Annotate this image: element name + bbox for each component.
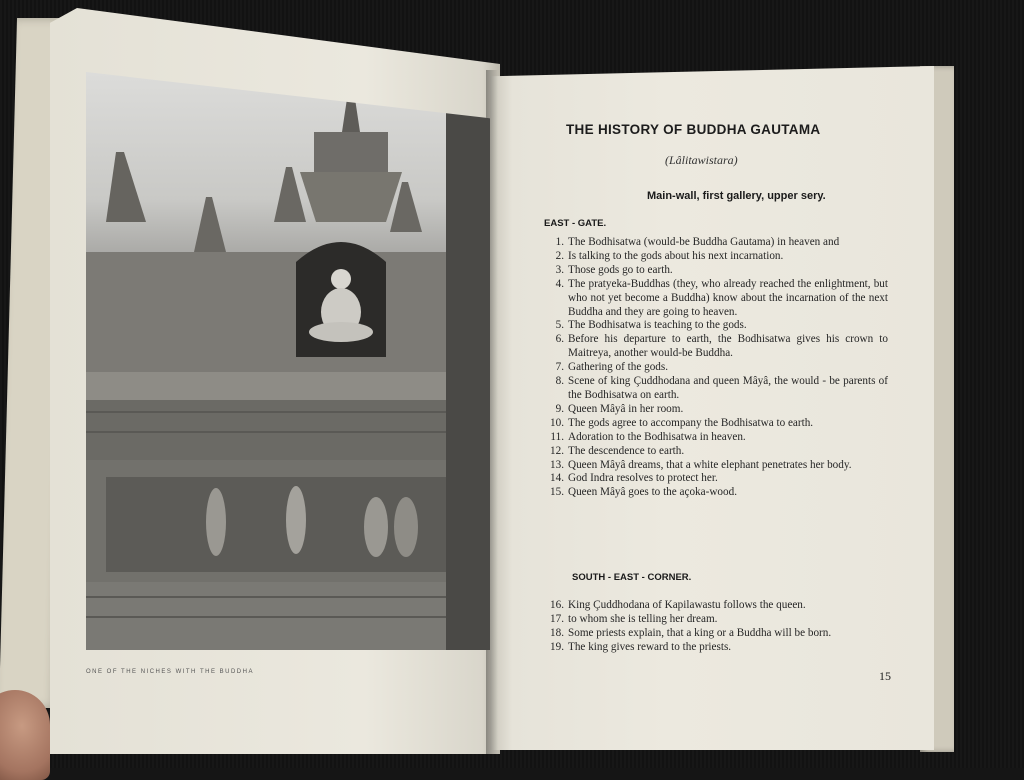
list-item: 4. The pratyeka-Buddhas (they, who already reached the enlightment, but who not yet become a Buddha) know about the incarnation of the next Buddha and they are going to heaven. bbox=[555, 277, 888, 318]
southeast-corner-label: SOUTH - EAST - CORNER. bbox=[572, 572, 692, 583]
page-subtitle: (Lâlitawistara) bbox=[665, 153, 738, 167]
list-item: 15. Queen Mâyâ goes to the açoka-wood. bbox=[550, 486, 737, 499]
southeast-corner-list bbox=[540, 599, 888, 655]
photo-caption: ONE OF THE NICHES WITH THE BUDDHA bbox=[86, 669, 254, 675]
section-heading: Main-wall, first gallery, upper sery. bbox=[647, 190, 826, 202]
list-item: 10. The gods agree to accompany the Bodhisatwa to earth. bbox=[550, 416, 814, 429]
list-item: 12. The descendence to earth. bbox=[550, 444, 685, 457]
thumb bbox=[0, 690, 50, 780]
temple-photograph bbox=[86, 72, 490, 650]
list-item: 18. Some priests explain, that a king or a Buddha will be born. bbox=[550, 626, 832, 639]
list-item: 3. Those gods go to earth. bbox=[555, 263, 673, 276]
temple-niche-illustration bbox=[86, 72, 490, 650]
list-item: 16. King Çuddhodana of Kapilawastu follows the queen. bbox=[550, 599, 806, 611]
page-number: 15 bbox=[879, 669, 891, 683]
page-title: THE HISTORY OF BUDDHA GAUTAMA bbox=[566, 122, 821, 137]
list-item: 13. Queen Mâyâ dreams, that a white elephant penetrates her body. bbox=[550, 458, 852, 471]
list-item: 2. Is talking to the gods about his next incarnation. bbox=[555, 249, 784, 262]
list-item: 9. Queen Mâyâ in her room. bbox=[555, 402, 684, 415]
list-item: 6. Before his departure to earth, the Bodhisatwa gives his crown to Maitreya, another would-be Buddha. bbox=[555, 333, 888, 360]
list-item: 14. God Indra resolves to protect her. bbox=[550, 472, 718, 485]
list-item: 8. Scene of king Çuddhodana and queen Mâyâ, the would - be parents of the Bodhisatwa on earth. bbox=[555, 375, 888, 401]
list-item: 7. Gathering of the gods. bbox=[555, 361, 669, 374]
list-item: 1. The Bodhisatwa (would-be Buddha Gautama) in heaven and bbox=[555, 236, 840, 248]
east-gate-list bbox=[540, 236, 888, 500]
list-item: 17. to whom she is telling her dream. bbox=[550, 612, 718, 625]
list-item: 5. The Bodhisatwa is teaching to the gods. bbox=[555, 319, 747, 332]
list-item: 11. Adoration to the Bodhisatwa in heaven. bbox=[550, 430, 746, 443]
list-item: 19. The king gives reward to the priests. bbox=[550, 640, 732, 653]
east-gate-label: EAST - GATE. bbox=[544, 218, 607, 229]
